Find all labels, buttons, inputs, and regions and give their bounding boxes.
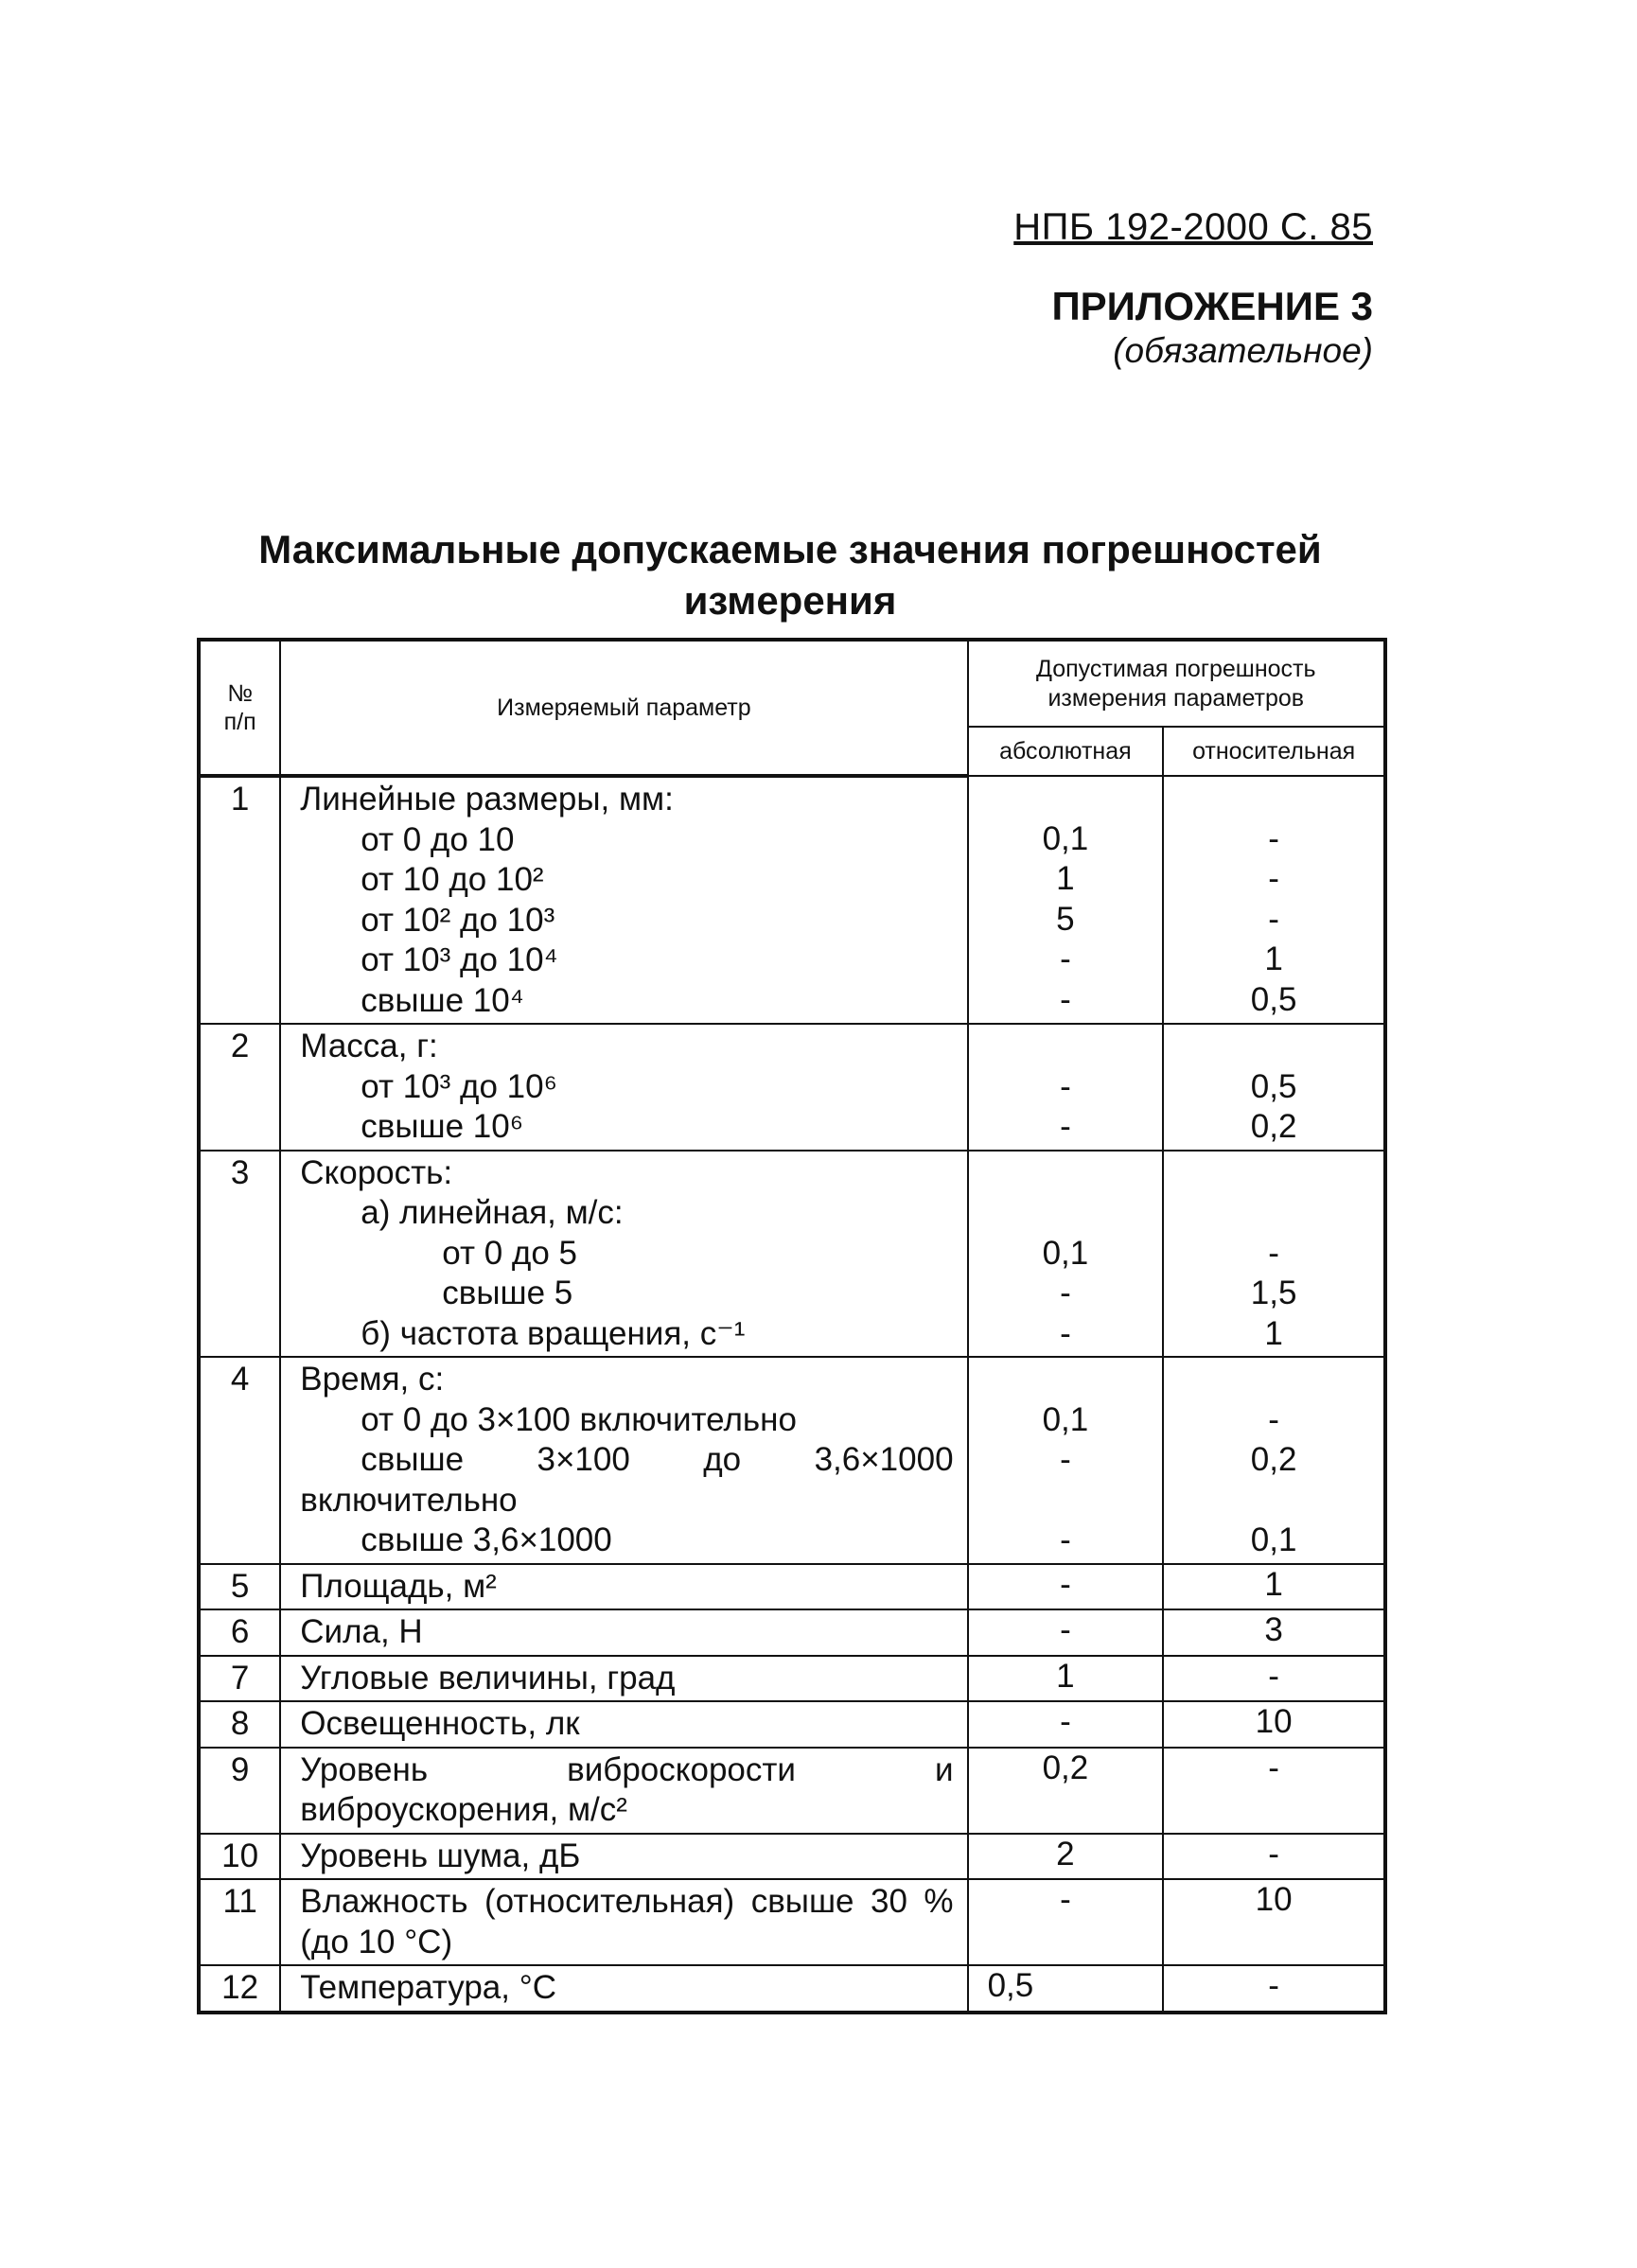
rel-value: 0,5 — [1250, 1067, 1297, 1105]
abs-value: 0,1 — [1042, 819, 1089, 857]
rel-value: 3 — [1163, 1609, 1385, 1656]
rel-cell — [1163, 1151, 1385, 1358]
rel-cell — [1163, 1357, 1385, 1564]
param-line: свыше 3×100 до 3,6×1000 включительно — [300, 1441, 954, 1519]
table-row — [199, 1564, 1385, 1610]
rel-value: 1,5 — [1250, 1275, 1297, 1311]
appendix-type: (обязательное) — [1113, 331, 1373, 370]
row-number: 8 — [199, 1701, 280, 1748]
abs-value: 5 — [1056, 900, 1075, 938]
param-line: свыше 10⁶ — [361, 1108, 524, 1145]
param-line: от 10 до 10² — [361, 861, 544, 898]
abs-value — [969, 1360, 1163, 1400]
param-cell — [280, 1357, 967, 1564]
rel-value: 1 — [1264, 941, 1283, 977]
param-cell — [280, 1151, 967, 1358]
abs-value: - — [968, 1609, 1164, 1656]
rel-value: - — [1163, 1748, 1385, 1834]
table-row — [199, 1834, 1385, 1880]
param-cell: Уровень виброскорости и виброускорения, м/с² — [280, 1748, 967, 1834]
table-row — [199, 1965, 1385, 2013]
error-table — [197, 638, 1387, 2014]
abs-value: - — [1060, 1314, 1071, 1352]
param-line: Линейные размеры, мм: — [300, 781, 674, 818]
rel-value: 0,2 — [1250, 1441, 1297, 1478]
table-row — [199, 1879, 1385, 1965]
rel-value: 10 — [1163, 1879, 1385, 1965]
table-row — [199, 1656, 1385, 1702]
appendix-heading: ПРИЛОЖЕНИЕ 3 — [1051, 284, 1373, 328]
table-row — [199, 776, 1385, 1024]
abs-value: - — [1060, 1521, 1071, 1558]
abs-value — [969, 1193, 1163, 1234]
row-number: 4 — [199, 1357, 280, 1564]
rel-value — [1164, 1193, 1383, 1234]
table-row — [199, 1701, 1385, 1748]
rel-value: - — [1268, 900, 1279, 938]
param-line: свыше 10⁴ — [361, 981, 524, 1019]
rel-value: 1 — [1264, 1314, 1283, 1352]
header-abs: абсолютная — [968, 727, 1164, 776]
table-row — [199, 1357, 1385, 1564]
row-number: 2 — [199, 1024, 280, 1151]
abs-value: 0,1 — [1042, 1234, 1089, 1272]
rel-value: 0,2 — [1250, 1108, 1297, 1145]
row-number: 3 — [199, 1151, 280, 1358]
row-number: 6 — [199, 1609, 280, 1656]
table-row — [199, 1609, 1385, 1656]
rel-value — [1164, 1360, 1383, 1400]
param-line: Время, с: — [300, 1361, 445, 1398]
abs-value: - — [1060, 1067, 1071, 1105]
header-error-group: Допустимая погрешность измерения параметров — [968, 640, 1385, 727]
header-num: № п/п — [199, 640, 280, 776]
row-number: 12 — [199, 1965, 280, 2013]
rel-value — [1164, 1027, 1383, 1067]
abs-value: 1 — [1056, 860, 1075, 897]
abs-cell — [968, 776, 1164, 1024]
abs-cell — [968, 1357, 1164, 1564]
rel-value: 0,1 — [1250, 1521, 1297, 1558]
abs-value: - — [968, 1564, 1164, 1610]
table-row — [199, 1748, 1385, 1834]
param-cell — [280, 1024, 967, 1151]
abs-cell — [968, 1024, 1164, 1151]
abs-value — [969, 1027, 1163, 1067]
param-cell: Влажность (относительная) свыше 30 % (до 10 °С) — [280, 1879, 967, 1965]
table-row — [199, 1024, 1385, 1151]
rel-value: - — [1268, 1234, 1279, 1272]
row-number: 5 — [199, 1564, 280, 1610]
rel-value: - — [1268, 860, 1279, 897]
abs-value: - — [1060, 941, 1071, 977]
abs-value: - — [1060, 980, 1071, 1018]
row-number: 1 — [199, 776, 280, 1024]
row-number: 11 — [199, 1879, 280, 1965]
param-line: от 10³ до 10⁶ — [361, 1067, 557, 1105]
param-cell: Освещенность, лк — [280, 1701, 967, 1748]
abs-value: - — [1060, 1275, 1071, 1311]
abs-value — [969, 1153, 1163, 1194]
abs-value — [969, 779, 1163, 819]
rel-value — [1164, 779, 1383, 819]
abs-value: 2 — [968, 1834, 1164, 1880]
abs-value: 1 — [968, 1656, 1164, 1702]
rel-value: 0,5 — [1250, 980, 1297, 1018]
abs-value: - — [968, 1879, 1164, 1965]
param-cell: Сила, Н — [280, 1609, 967, 1656]
row-number: 9 — [199, 1748, 280, 1834]
param-line: от 0 до 3×100 включительно — [361, 1400, 797, 1438]
rel-value: - — [1163, 1965, 1385, 2013]
abs-cell — [968, 1151, 1164, 1358]
param-line: свыше 3,6×1000 — [361, 1521, 612, 1558]
row-number: 10 — [199, 1834, 280, 1880]
table-title: Максимальные допускаемые значения погрешностей измерения — [258, 527, 1322, 623]
param-cell: Угловые величины, град — [280, 1656, 967, 1702]
abs-value: - — [1060, 1441, 1071, 1478]
param-line: б) частота вращения, с⁻¹ — [361, 1314, 746, 1352]
abs-value: 0,2 — [968, 1748, 1164, 1834]
abs-value: 0,5 — [968, 1965, 1164, 2013]
rel-value: 1 — [1163, 1564, 1385, 1610]
rel-value — [1164, 1153, 1383, 1194]
header-rel: относительная — [1163, 727, 1385, 776]
row-number: 7 — [199, 1656, 280, 1702]
rel-value: - — [1163, 1834, 1385, 1880]
abs-value: - — [968, 1701, 1164, 1748]
rel-cell — [1163, 1024, 1385, 1151]
document-code: НПБ 192-2000 С. 85 — [1013, 206, 1373, 248]
param-line: а) линейная, м/с: — [361, 1194, 624, 1231]
param-cell: Уровень шума, дБ — [280, 1834, 967, 1880]
param-cell: Температура, °С — [280, 1965, 967, 2013]
header-param: Измеряемый параметр — [280, 640, 967, 776]
param-line: свыше 5 — [442, 1275, 573, 1311]
rel-value: - — [1268, 1400, 1279, 1438]
abs-value: - — [1060, 1108, 1071, 1145]
table-row — [199, 1151, 1385, 1358]
param-line: Скорость: — [300, 1153, 453, 1191]
rel-value: - — [1268, 819, 1279, 857]
param-line: от 0 до 5 — [442, 1234, 577, 1272]
param-line: от 10³ до 10⁴ — [361, 941, 558, 978]
param-line: от 0 до 10 — [361, 820, 515, 858]
param-line: Масса, г: — [300, 1028, 438, 1064]
rel-value: - — [1163, 1656, 1385, 1702]
param-cell: Площадь, м² — [280, 1564, 967, 1610]
param-line: от 10² до 10³ — [361, 901, 555, 939]
rel-cell — [1163, 776, 1385, 1024]
param-cell — [280, 776, 967, 1024]
rel-value: 10 — [1163, 1701, 1385, 1748]
abs-value: 0,1 — [1042, 1400, 1089, 1438]
